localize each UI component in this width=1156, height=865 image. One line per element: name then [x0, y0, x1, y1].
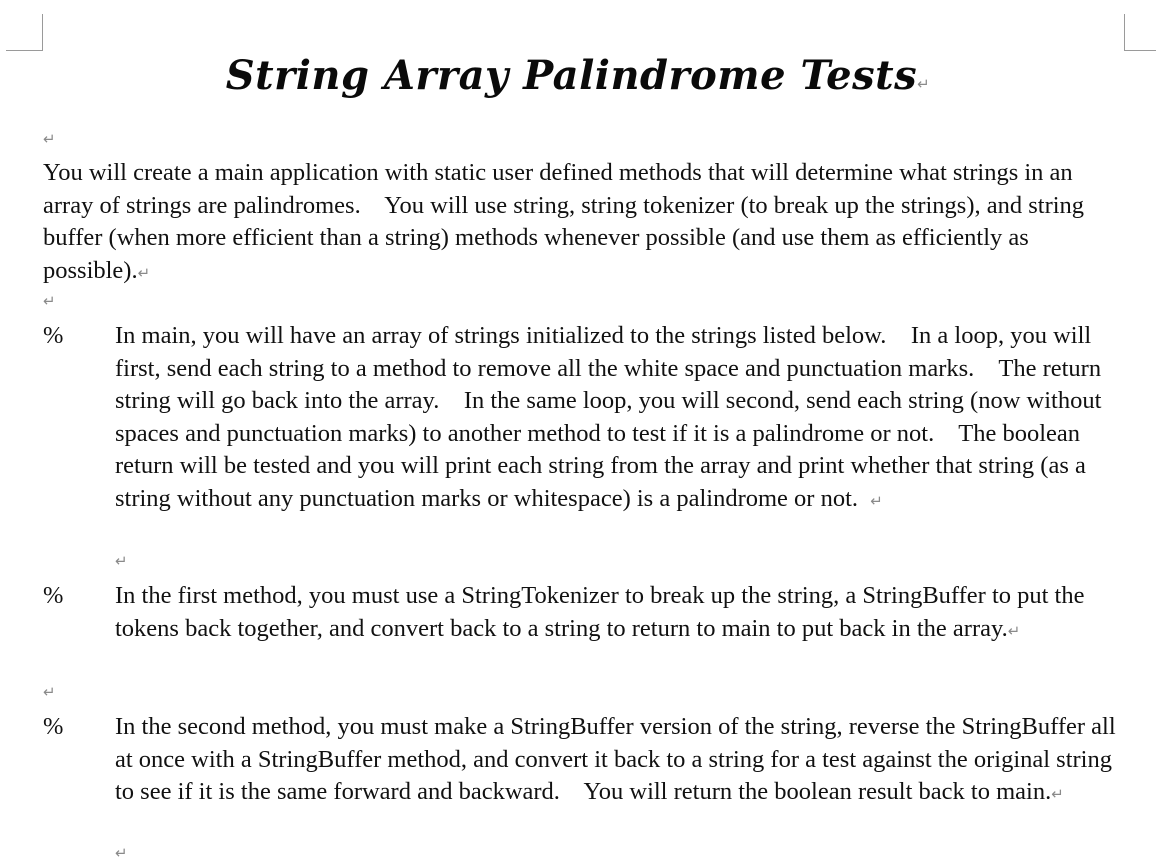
paragraph-mark: ↵ — [43, 683, 56, 701]
bullet-symbol: % — [43, 713, 64, 740]
paragraph-mark: ↵ — [137, 263, 151, 282]
bullet-text-content: In the first method, you must use a StringTokenizer to break up the string, a StringBuffer to put the tokens back together, and convert back to a string to return to main to put back in the array. — [115, 582, 1085, 642]
empty-paragraph[interactable] — [43, 681, 56, 703]
empty-paragraph[interactable] — [43, 290, 56, 312]
empty-paragraph[interactable] — [115, 842, 128, 864]
bullet-text-content: In main, you will have an array of strings initialized to the strings listed below. In a loop, you will first, send each string to a method to remove all the white space and punctuation marks. The return string will go back into the array. In the same loop, you will second, send each string (now without spaces and punctuation marks) to another method to test if it is a palindrome or not. The boolean return will be tested and you will print each string from the array and print whether that string (as a string without any punctuation marks or whitespace) is a palindrome or not. — [115, 322, 1102, 512]
bullet-text-content: In the second method, you must make a StringBuffer version of the string, reverse the StringBuffer all at once with a StringBuffer method, and convert it back to a string for a test against the original string to see if it is the same forward and backward. You will return the boolean result back to main. — [115, 713, 1116, 805]
empty-paragraph[interactable] — [115, 550, 128, 572]
bullet-text — [115, 580, 1123, 647]
paragraph-mark: ↵ — [917, 75, 931, 93]
intro-paragraph[interactable] — [43, 157, 1123, 289]
paragraph-mark: ↵ — [870, 491, 883, 510]
intro-text: You will create a main application with static user defined methods that will determine what strings in an array of strings are palindromes. You will use string, string tokenizer (to break up the strings), and string buffer (when more efficient than a string) methods whenever possible (and use them as efficiently as possible). — [43, 159, 1085, 284]
crop-mark-top-left — [6, 14, 43, 51]
paragraph-mark: ↵ — [115, 552, 128, 570]
paragraph-mark: ↵ — [1051, 785, 1064, 803]
paragraph-mark: ↵ — [43, 292, 56, 310]
empty-paragraph[interactable] — [43, 128, 56, 150]
bullet-symbol: % — [43, 322, 64, 349]
bullet-text — [115, 320, 1123, 517]
crop-mark-top-right — [1124, 14, 1156, 51]
title-text: String Array Palindrome Tests — [225, 52, 918, 99]
paragraph-mark: ↵ — [43, 130, 56, 148]
document-title[interactable] — [0, 52, 1156, 99]
paragraph-mark: ↵ — [1007, 621, 1021, 640]
bullet-symbol: % — [43, 582, 64, 609]
paragraph-mark: ↵ — [115, 844, 128, 862]
bullet-text — [115, 711, 1123, 811]
